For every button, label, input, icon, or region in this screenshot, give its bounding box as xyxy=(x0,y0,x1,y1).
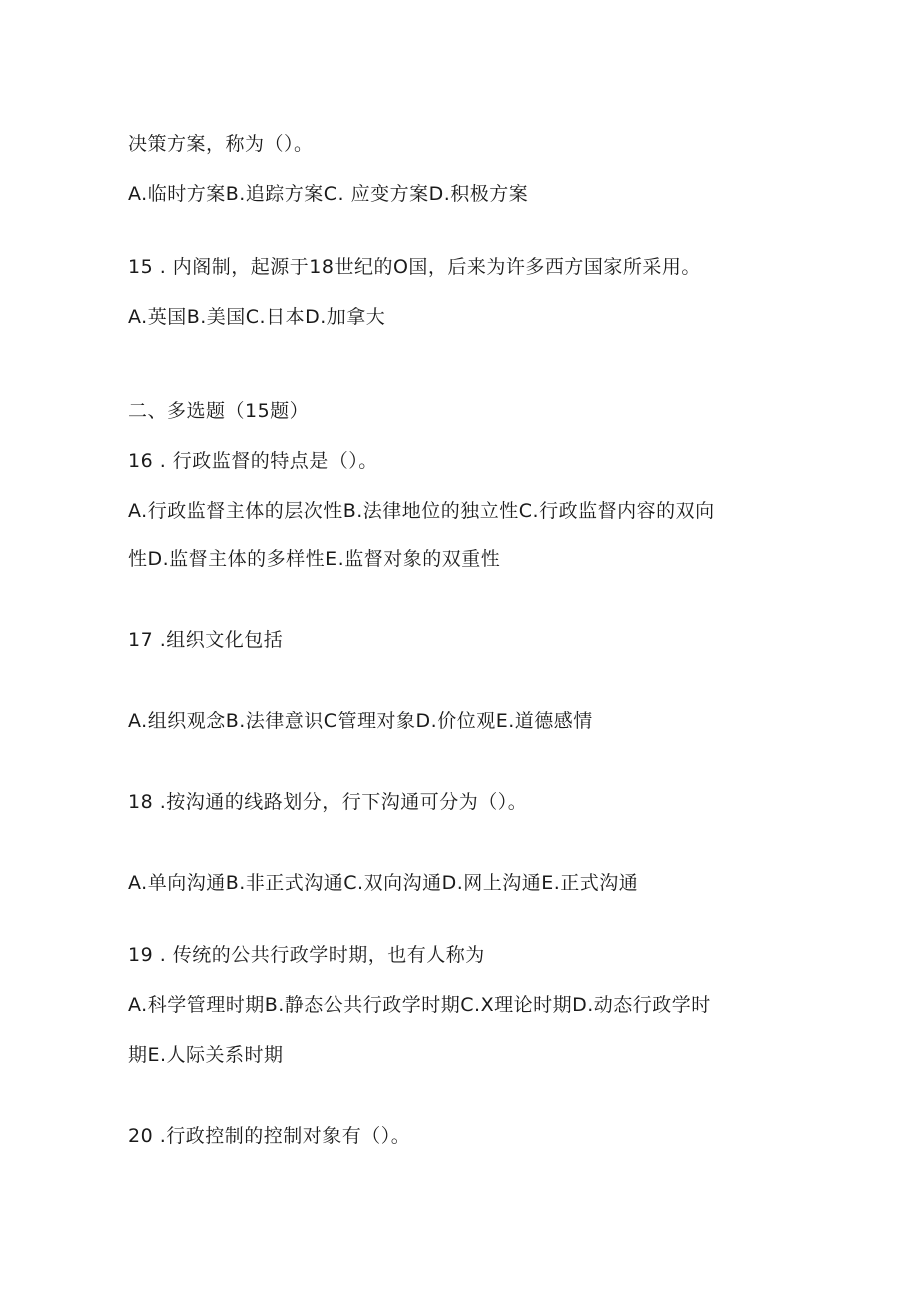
q20-stem: 20 .行政控制的控制对象有（）。 xyxy=(128,1125,411,1147)
q16-options-line1: A.行政监督主体的层次性B.法律地位的独立性C.行政监督内容的双向 xyxy=(128,500,715,522)
q19-options-line2: 期E.人际关系时期 xyxy=(128,1044,284,1066)
q16-stem: 16 . 行政监督的特点是（）。 xyxy=(128,450,378,472)
q19-stem: 19 . 传统的公共行政学时期，也有人称为 xyxy=(128,944,485,966)
q16-options-line2: 性D.监督主体的多样性E.监督对象的双重性 xyxy=(128,548,501,570)
q18-stem: 18 .按沟通的线路划分，行下沟通可分为（）。 xyxy=(128,791,528,813)
q15-stem: 15 . 内阁制，起源于18世纪的O国，后来为许多西方国家所采用。 xyxy=(128,256,701,278)
q19-options-line1: A.科学管理时期B.静态公共行政学时期C.X理论时期D.动态行政学时 xyxy=(128,994,711,1016)
q15-options: A.英国B.美国C.日本D.加拿大 xyxy=(128,306,386,328)
section-heading: 二、多选题（15题） xyxy=(128,400,310,422)
q17-options: A.组织观念B.法律意识C管理对象D.价位观E.道德感情 xyxy=(128,710,593,732)
q17-stem: 17 .组织文化包括 xyxy=(128,629,284,651)
q14-options: A.临时方案B.追踪方案C. 应变方案D.积极方案 xyxy=(128,183,529,205)
q18-options: A.单向沟通B.非正式沟通C.双向沟通D.网上沟通E.正式沟通 xyxy=(128,872,639,894)
q14-stem-continuation: 决策方案，称为（）。 xyxy=(128,133,314,155)
